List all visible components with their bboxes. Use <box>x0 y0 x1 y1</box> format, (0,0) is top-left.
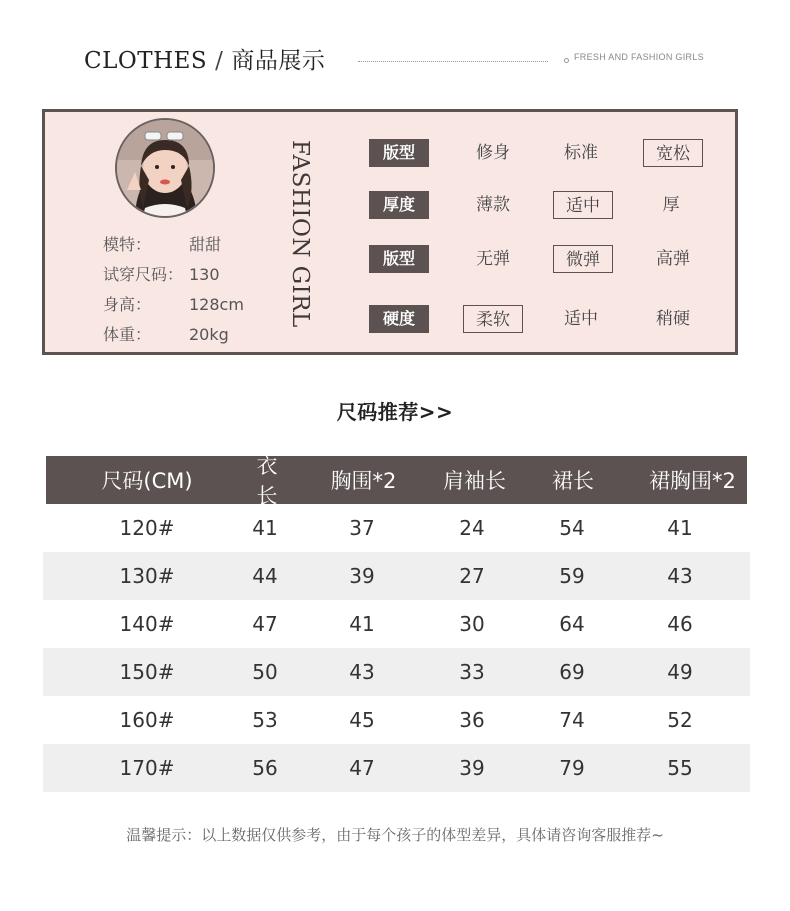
model-avatar <box>115 118 215 218</box>
size-tip: 温馨提示：以上数据仅供参考，由于每个孩子的体型差异，具体请咨询客服推荐~ <box>126 826 664 844</box>
size-section-title: 尺码推荐>> <box>336 400 454 424</box>
attr-label: 版型 <box>369 139 429 167</box>
model-size-row <box>103 260 244 290</box>
table-cell: 160# <box>119 708 175 732</box>
table-cell: 39 <box>459 756 485 780</box>
table-cell: 79 <box>559 756 585 780</box>
table-cell: 41 <box>667 516 693 540</box>
attr-option: 适中 <box>564 309 598 329</box>
header-cell: 衣长 <box>256 454 278 508</box>
attr-option: 修身 <box>476 143 510 163</box>
table-row <box>43 552 750 600</box>
header-cell: 胸围*2 <box>330 469 397 493</box>
model-info <box>103 230 244 350</box>
table-row <box>46 600 747 648</box>
table-cell: 43 <box>667 564 693 588</box>
table-cell: 56 <box>252 756 278 780</box>
table-cell: 44 <box>252 564 278 588</box>
table-cell: 150# <box>119 660 175 684</box>
model-size-value: 130 <box>189 265 220 284</box>
attr-option: 高弹 <box>656 249 690 269</box>
attr-option-selected: 微弹 <box>553 245 613 273</box>
attr-option: 薄款 <box>476 195 510 215</box>
table-cell: 27 <box>459 564 485 588</box>
header-cell: 裙长 <box>552 469 594 493</box>
page-header <box>84 40 724 80</box>
table-cell: 45 <box>349 708 375 732</box>
table-cell: 43 <box>349 660 375 684</box>
table-cell: 120# <box>119 516 175 540</box>
table-cell: 64 <box>559 612 585 636</box>
table-cell: 33 <box>459 660 485 684</box>
table-cell: 47 <box>349 756 375 780</box>
model-name-value: 甜甜 <box>189 235 222 254</box>
table-cell: 41 <box>349 612 375 636</box>
table-cell: 59 <box>559 564 585 588</box>
attr-label: 版型 <box>369 245 429 273</box>
attr-option-selected: 柔软 <box>463 305 523 333</box>
fashion-girl-vertical-text: FASHION GIRL <box>287 140 313 328</box>
size-table <box>46 456 747 792</box>
model-weight-value: 20kg <box>189 325 229 344</box>
table-cell: 47 <box>252 612 278 636</box>
header-cell: 裙胸围*2 <box>649 469 736 493</box>
title-separator: / <box>215 48 224 74</box>
table-cell: 74 <box>559 708 585 732</box>
model-weight-key: 体重： <box>103 325 152 344</box>
header-cell: 肩袖长 <box>443 469 506 493</box>
table-row <box>43 648 750 696</box>
model-name-key: 模特： <box>103 235 152 254</box>
attr-row-fit <box>369 139 729 169</box>
attr-option: 无弹 <box>476 249 510 269</box>
attr-option: 稍硬 <box>656 309 690 329</box>
table-cell: 49 <box>667 660 693 684</box>
model-name-row <box>103 230 244 260</box>
model-height-key: 身高： <box>103 295 152 314</box>
model-size-key: 试穿尺码： <box>103 265 184 284</box>
table-cell: 50 <box>252 660 278 684</box>
model-photo-icon <box>117 120 213 216</box>
attr-option-selected: 宽松 <box>643 139 703 167</box>
attr-label: 厚度 <box>369 191 429 219</box>
attr-option-selected: 适中 <box>553 191 613 219</box>
model-panel <box>42 109 738 355</box>
table-row <box>43 744 750 792</box>
table-cell: 30 <box>459 612 485 636</box>
table-cell: 36 <box>459 708 485 732</box>
table-row <box>46 696 747 744</box>
model-weight-row <box>103 320 244 350</box>
table-cell: 53 <box>252 708 278 732</box>
table-cell: 52 <box>667 708 693 732</box>
attr-row-stretch <box>369 245 729 275</box>
attr-row-thickness <box>369 191 729 221</box>
table-cell: 69 <box>559 660 585 684</box>
table-cell: 39 <box>349 564 375 588</box>
model-height-value: 128cm <box>189 295 244 314</box>
dotted-divider <box>358 61 548 62</box>
header-cell: 尺码(CM) <box>101 469 193 493</box>
title-en: CLOTHES <box>84 48 208 74</box>
attr-label: 硬度 <box>369 305 429 333</box>
table-cell: 41 <box>252 516 278 540</box>
attr-row-hardness <box>369 305 729 335</box>
table-cell: 55 <box>667 756 693 780</box>
table-cell: 46 <box>667 612 693 636</box>
attr-option: 厚 <box>662 195 680 215</box>
table-cell: 24 <box>459 516 485 540</box>
table-cell: 37 <box>349 516 375 540</box>
attr-option: 标准 <box>564 143 598 163</box>
table-cell: 170# <box>119 756 175 780</box>
table-cell: 130# <box>119 564 175 588</box>
model-height-row <box>103 290 244 320</box>
table-row <box>46 504 747 552</box>
header-subtitle: FRESH AND FASHION GIRLS <box>574 52 704 62</box>
table-cell: 140# <box>119 612 175 636</box>
title-cn: 商品展示 <box>231 48 326 74</box>
page-title <box>84 42 325 75</box>
circle-bullet-icon <box>564 58 569 63</box>
table-cell: 54 <box>559 516 585 540</box>
size-table-header <box>46 454 747 508</box>
